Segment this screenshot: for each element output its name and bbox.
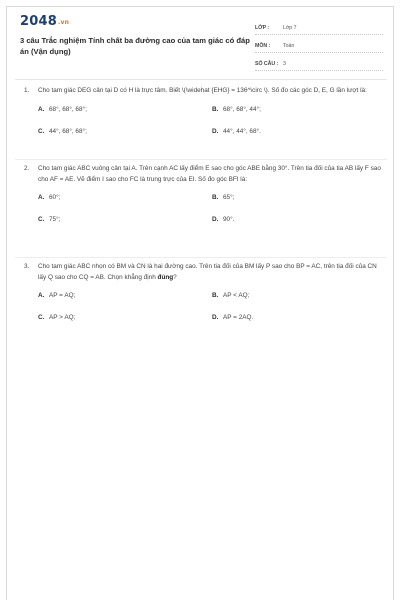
option-a[interactable] [38, 194, 60, 201]
option-label: D. [212, 216, 219, 223]
option-label: A. [38, 194, 45, 201]
meta-value: 3 [283, 61, 286, 67]
answer-options [24, 292, 382, 328]
option-text: AP = 2AQ. [223, 314, 254, 321]
option-label: B. [212, 194, 219, 201]
option-text: 60°; [49, 194, 61, 201]
option-label: D. [212, 127, 219, 135]
site-logo[interactable] [20, 14, 69, 29]
question-2 [24, 164, 382, 230]
option-label: B. [212, 105, 219, 113]
question-emphasis: đúng [157, 273, 174, 281]
logo-suffix: .vn [57, 19, 70, 26]
option-a[interactable] [38, 106, 87, 113]
option-c[interactable] [38, 128, 87, 135]
option-text: 44°, 44°, 68°. [223, 127, 261, 135]
meta-row-subject [255, 35, 383, 53]
question-3 [24, 262, 382, 328]
option-label: A. [38, 105, 45, 113]
question-separator [15, 159, 387, 160]
option-label: C. [38, 314, 45, 321]
option-text: 68°, 68°, 68°; [49, 105, 87, 113]
question-number: 1. [24, 87, 30, 94]
option-d[interactable] [212, 314, 253, 321]
meta-value: Toán [283, 43, 295, 49]
meta-row-class [255, 17, 383, 35]
option-b[interactable] [212, 292, 249, 299]
question-body: Cho tam giác ABC vuông cân tại A. Trên cạnh AC lấy điểm E sao cho góc ABE bằng 30°. Trên tia đối của tia AB lấy F sao cho AF = AE. Vẽ điểm I sao cho FC là trung trực của EI. Số đo góc BFI là: [38, 165, 381, 183]
meta-row-question-count [255, 53, 383, 71]
question-body: Cho tam giác ABC nhọn có BM và CN là hai đường cao. Trên tia đối của BM lấy P sao cho BP = AC, trên tia đối của CN lấy Q sao cho CQ = AB. Chọn khẳng định [38, 263, 377, 281]
option-d[interactable] [212, 216, 234, 223]
option-text: 75°; [49, 216, 61, 223]
question-text [24, 164, 382, 185]
question-body: Cho tam giác DEG cân tại D có H là trực tâm. Biết \(\widehat {EHG} = 136^\circ \). Số đo các góc D, E, G lần lượt là: [38, 87, 367, 94]
answer-options [24, 106, 382, 142]
logo-text: 2048 [20, 14, 57, 29]
document-page [6, 6, 394, 600]
question-1 [24, 86, 382, 142]
answer-options [24, 194, 382, 230]
meta-label: SỐ CÂU : [255, 61, 279, 67]
option-d[interactable] [212, 128, 261, 135]
document-meta [255, 17, 383, 71]
option-text: AP = AQ; [49, 292, 76, 299]
option-label: D. [212, 314, 219, 321]
header-divider [15, 79, 387, 80]
option-label: C. [38, 216, 45, 223]
option-text: 44°, 68°, 68°; [49, 127, 87, 135]
option-c[interactable] [38, 314, 75, 321]
document-header [7, 7, 393, 75]
option-label: C. [38, 127, 45, 135]
option-text: 90°. [223, 216, 235, 223]
option-text: 65°; [223, 194, 235, 201]
question-body-end: ? [173, 273, 177, 281]
option-b[interactable] [212, 194, 234, 201]
question-number: 2. [24, 165, 30, 172]
option-a[interactable] [38, 292, 75, 299]
option-c[interactable] [38, 216, 60, 223]
question-text [24, 86, 382, 97]
option-text: AP > AQ; [49, 314, 76, 321]
meta-label: LỚP : [255, 25, 270, 31]
option-b[interactable] [212, 106, 261, 113]
question-text [24, 262, 382, 283]
option-label: A. [38, 292, 45, 299]
option-text: 68°, 68°, 44°; [223, 105, 261, 113]
document-title: 3 câu Trắc nghiệm Tính chất ba đường cao của tam giác có đáp án (Vận dụng) [20, 36, 250, 56]
question-number: 3. [24, 263, 30, 270]
option-text: AP < AQ; [223, 292, 250, 299]
question-separator [15, 257, 387, 258]
meta-label: MÔN : [255, 43, 271, 49]
option-label: B. [212, 292, 219, 299]
meta-value: Lớp 7 [283, 25, 297, 31]
